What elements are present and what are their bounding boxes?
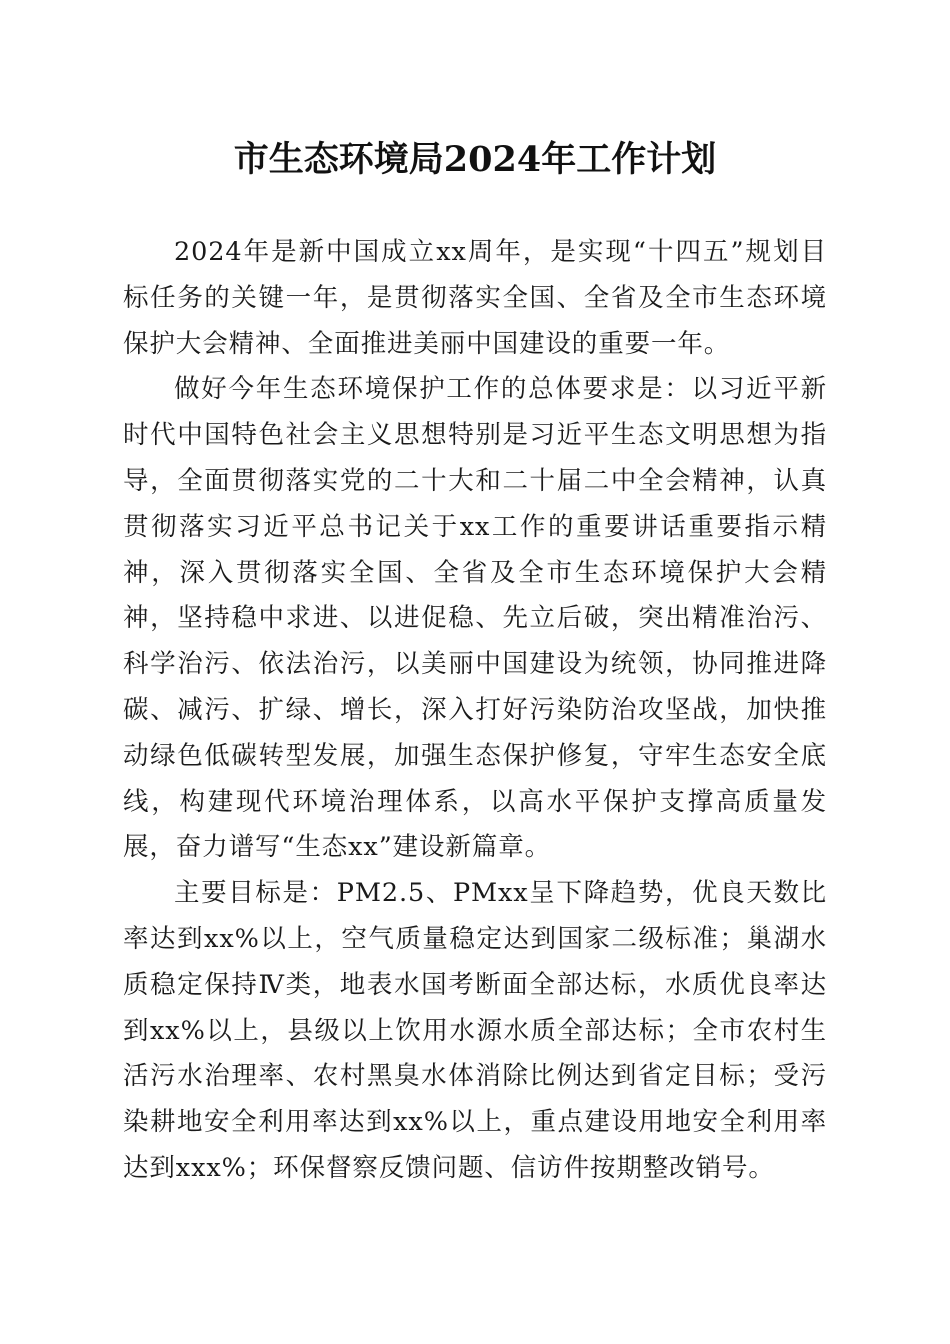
document-title: 市生态环境局2024年工作计划 — [233, 139, 717, 180]
document-body — [123, 230, 827, 1192]
paragraph-general-requirements: 做好今年生态环境保护工作的总体要求是：以习近平新时代中国特色社会主义思想特别是习近平生态文明思想为指导，全面贯彻落实党的二十大和二十届二中全会精神，认真贯彻落实习近平总书记关于xx工作的重要讲话重要指示精神，深入贯彻落实全国、全省及全市生态环境保护大会精神，坚持稳中求进、以进促稳、先立后破，突出精准治污、科学治污、依法治污，以美丽中国建设为统领，协同推进降碳、减污、扩绿、增长，深入打好污染防治攻坚战，加快推动绿色低碳转型发展，加强生态保护修复，守牢生态安全底线，构建现代环境治理体系，以高水平保护支撑高质量发展，奋力谱写“生态xx”建设新篇章。 — [123, 374, 827, 863]
paragraph-main-targets: 主要目标是：PM2.5、PMxx呈下降趋势，优良天数比率达到xx%以上，空气质量稳定达到国家二级标准；巢湖水质稳定保持Ⅳ类，地表水国考断面全部达标，水质优良率达到xx%以上，县级以上饮用水源水质全部达标；全市农村生活污水治理率、农村黑臭水体消除比例达到省定目标；受污染耕地安全利用率达到xx%以上，重点建设用地安全利用率达到xxx%；环保督察反馈问题、信访件按期整改销号。 — [123, 878, 827, 1183]
paragraph-intro: 2024年是新中国成立xx周年，是实现“十四五”规划目标任务的关键一年，是贯彻落实全国、全省及全市生态环境保护大会精神、全面推进美丽中国建设的重要一年。 — [123, 237, 827, 359]
